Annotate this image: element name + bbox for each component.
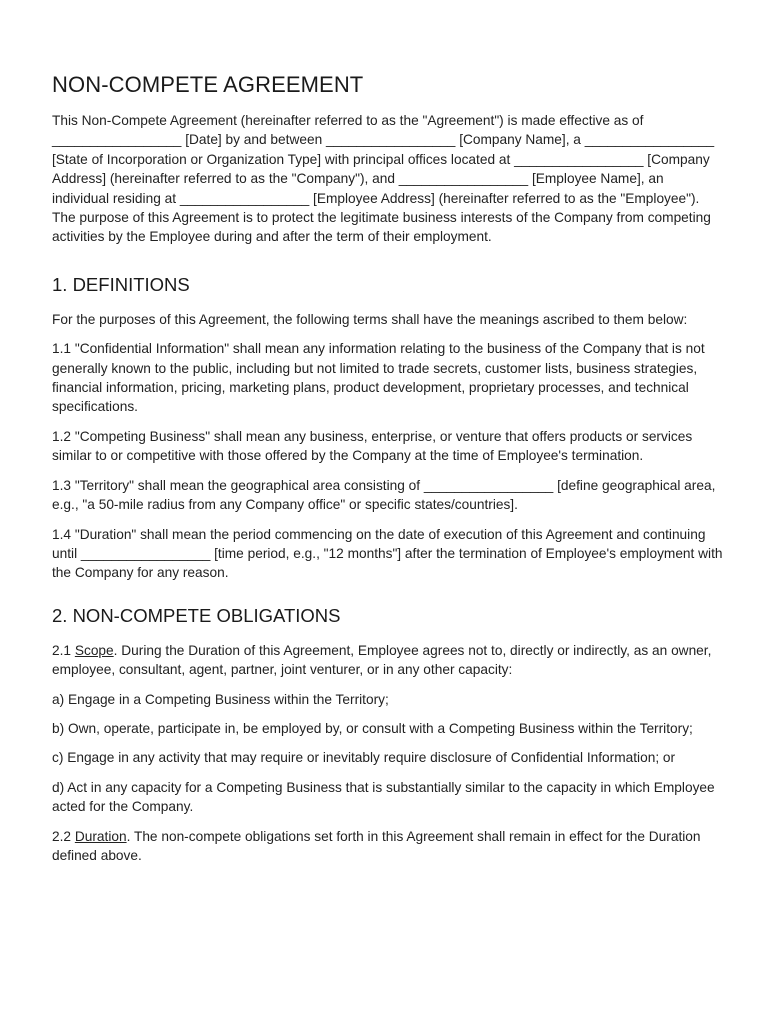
clause-2-1-term: Scope	[74, 642, 114, 658]
definitions-lead: For the purposes of this Agreement, the following terms shall have the meanings ascribed to them below:	[52, 311, 688, 327]
obligation-d: d) Act in any capacity for a Competing Business that is substantially similar to the capacity in which Employee acted for the Company.	[52, 779, 715, 815]
clause-2-1-text: . During the Duration of this Agreement, Employee agrees not to, directly or indirectly, as an owner, employee, consultant, agent, partner, joint venturer, or in any other capacity:	[52, 642, 712, 678]
document-title: NON-COMPETE AGREEMENT	[52, 72, 364, 97]
clause-2-2	[52, 827, 724, 866]
clause-2-2-term: Duration	[74, 828, 127, 844]
clause-2-1-number: 2.1	[52, 642, 75, 658]
clause-2-2-number: 2.2	[52, 828, 75, 844]
obligation-a: a) Engage in a Competing Business within the Territory;	[52, 691, 389, 707]
obligation-c: c) Engage in any activity that may require or inevitably require disclosure of Confidential Information; or	[52, 750, 676, 766]
definition-1-4: 1.4 "Duration" shall mean the period commencing on the date of execution of this Agreement and continuing until _________________ [time period, e.g., "12 months"] after the termination of Employee's employment with the Company for any reason.	[52, 526, 723, 581]
clause-2-2-text: . The non-compete obligations set forth in this Agreement shall remain in effect for the Duration defined above.	[52, 828, 701, 863]
definition-1-1: 1.1 "Confidential Information" shall mean any information relating to the business of the Company that is not generally known to the public, including but not limited to trade secrets, customer lists, business strategies, financial information, pricing, marketing plans, product development, proprietary processes, and technical specifications.	[52, 341, 705, 415]
obligation-b: b) Own, operate, participate in, be employed by, or consult with a Competing Business within the Territory;	[52, 720, 693, 736]
definition-1-3: 1.3 "Territory" shall mean the geographical area consisting of _________________ [define geographical area, e.g., "a 50-mile radius from any Company office" or specific states/countries].	[52, 477, 716, 513]
intro-paragraph: This Non-Compete Agreement (hereinafter referred to as the "Agreement") is made effective as of _________________ [Date] by and between _________________ [Company Name], a _________________ [State of Incorporation or Organization Type] with principal offices located at _________________ [Company Address] (hereinafter referred to as the "Company"), and _________________ [Employee Name], an individual residing at _________________ [Employee Address] (hereinafter referred to as the "Employee"). The purpose of this Agreement is to protect the legitimate business interests of the Company from competing activities by the Employee during and after the term of their employment.	[52, 113, 715, 245]
section-1-heading: 1. DEFINITIONS	[52, 273, 190, 295]
clause-2-1	[52, 641, 724, 680]
document-page	[52, 72, 724, 875]
definition-1-2: 1.2 "Competing Business" shall mean any business, enterprise, or venture that offers products or services similar to or competitive with those offered by the Company at the time of Employee's termination.	[52, 428, 693, 464]
section-2-heading: 2. NON-COMPETE OBLIGATIONS	[52, 604, 341, 626]
